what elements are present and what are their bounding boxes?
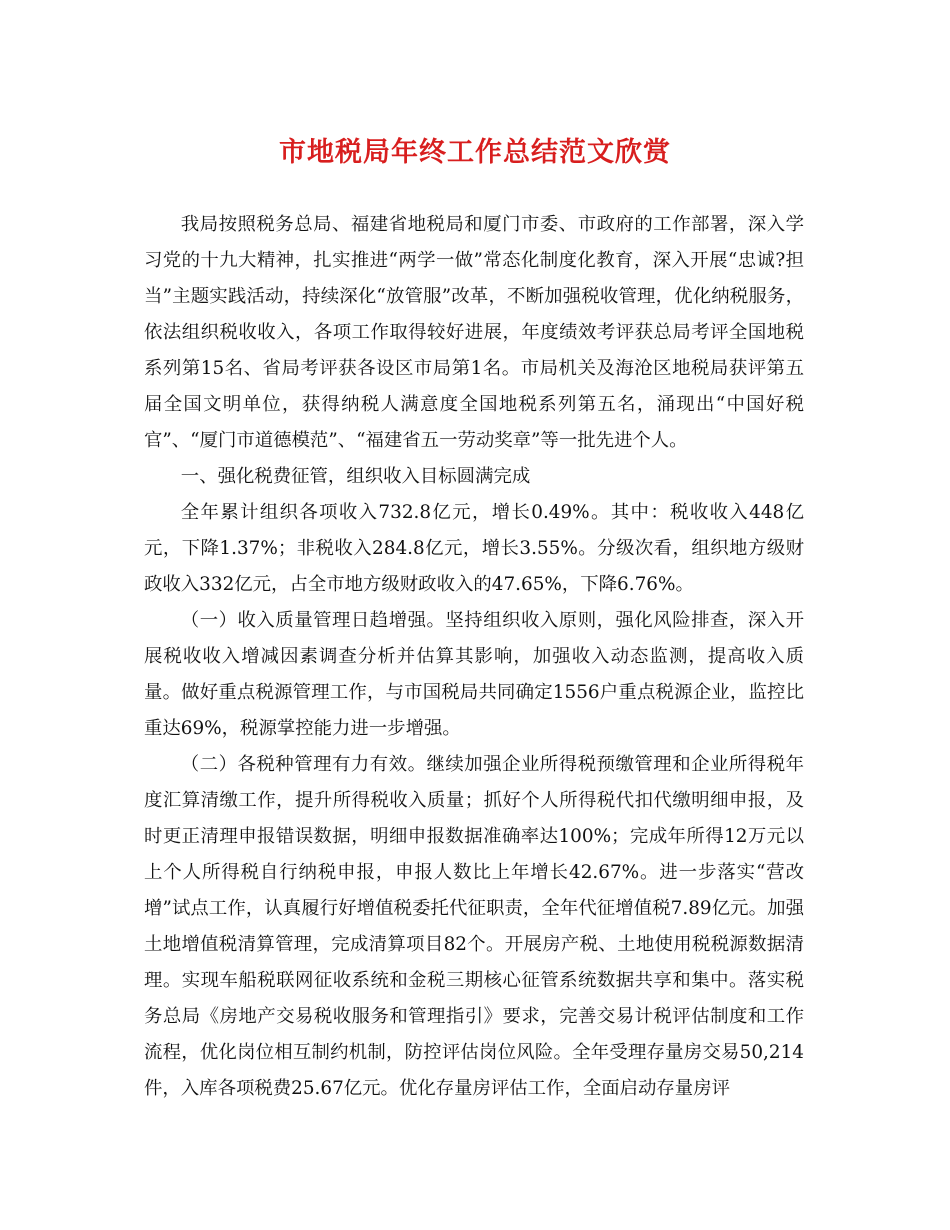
- paragraph-revenue-summary: 全年累计组织各项收入732.8亿元，增长0.49%。其中：税收收入448亿元，下降1.37%；非税收入284.8亿元，增长3.55%。分级次看，组织地方级财政收入332亿元，占全市地方级财政收入的47.65%，下降6.76%。: [144, 502, 804, 595]
- document-title: 市地税局年终工作总结范文欣赏: [279, 137, 671, 168]
- paragraph-revenue-quality: （一）收入质量管理日趋增强。坚持组织收入原则，强化风险排查，深入开展税收收入增减因素调查分析并估算其影响，加强收入动态监测，提高收入质量。做好重点税源管理工作，与市国税局共同确定1556户重点税源企业，监控比重达69%，税源掌控能力进一步增强。: [144, 610, 804, 739]
- document-body: [144, 207, 804, 1107]
- section-heading: 一、强化税费征管，组织收入目标圆满完成: [180, 466, 531, 487]
- paragraph-intro: 我局按照税务总局、福建省地税局和厦门市委、市政府的工作部署，深入学习党的十九大精神，扎实推进“两学一做”常态化制度化教育，深入开展“忠诚?担当”主题实践活动，持续深化“放管服”改革，不断加强税收管理，优化纳税服务，依法组织税收收入，各项工作取得较好进展，年度绩效考评获总局考评全国地税系列第15名、省局考评获各设区市局第1名。市局机关及海沧区地税局获评第五届全国文明单位，获得纳税人满意度全国地税系列第五名，涌现出“中国好税官”、“厦门市道德模范”、“福建省五一劳动奖章”等一批先进个人。: [144, 214, 804, 451]
- paragraph-tax-management: （二）各税种管理有力有效。继续加强企业所得税预缴管理和企业所得税年度汇算清缴工作，提升所得税收入质量；抓好个人所得税代扣代缴明细申报，及时更正清理申报错误数据，明细申报数据准确率达100%；完成年所得12万元以上个人所得税自行纳税申报，申报人数比上年增长42.67%。进一步落实“营改增”试点工作，认真履行好增值税委托代征职责，全年代征增值税7.89亿元。加强土地增值税清算管理，完成清算项目82个。开展房产税、土地使用税税源数据清理。实现车船税联网征收系统和金税三期核心征管系统数据共享和集中。落实税务总局《房地产交易税收服务和管理指引》要求，完善交易计税评估制度和工作流程，优化岗位相互制约机制，防控评估岗位风险。全年受理存量房交易50,214件，入库各项税费25.67亿元。优化存量房评估工作，全面启动存量房评: [144, 754, 804, 1099]
